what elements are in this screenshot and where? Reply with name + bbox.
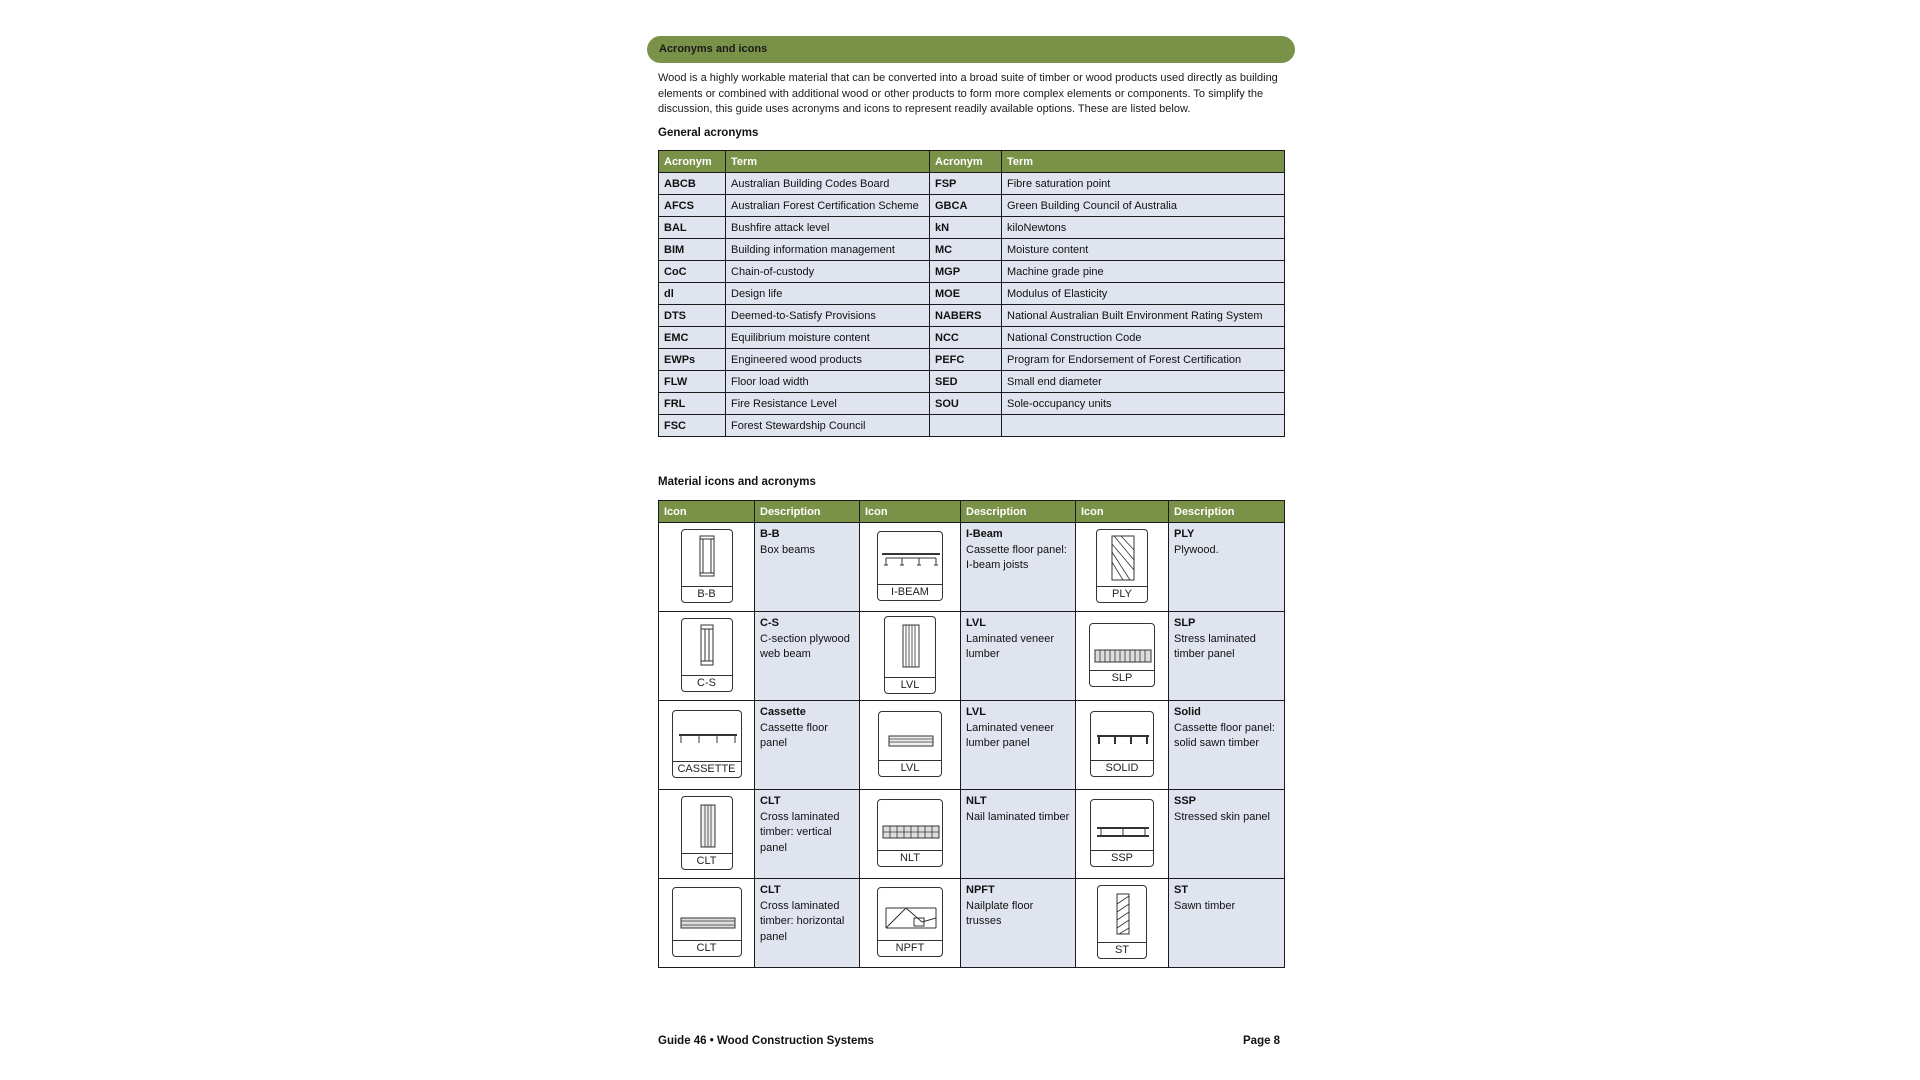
header-description: Description	[1169, 501, 1285, 523]
material-acronym: B-B	[760, 528, 780, 540]
description-cell	[961, 879, 1076, 968]
description-cell	[755, 879, 860, 968]
material-description: Laminated veneer lumber panel	[966, 721, 1055, 749]
term-cell: Green Building Council of Australia	[1002, 195, 1285, 217]
description-cell	[961, 701, 1076, 790]
material-acronym: NLT	[966, 795, 987, 807]
icon-cell	[1076, 523, 1169, 612]
term-cell: Sole-occupancy units	[1002, 393, 1285, 415]
header-acronym: Acronym	[930, 151, 1002, 173]
acronym-cell: SOU	[930, 393, 1002, 415]
clt-horizontal-icon	[672, 887, 742, 957]
material-description: Stressed skin panel	[1174, 810, 1270, 823]
term-cell	[1002, 415, 1285, 437]
icon-cell	[1076, 612, 1169, 701]
icon-cell	[659, 701, 755, 790]
term-cell: Engineered wood products	[726, 349, 930, 371]
footer-page-number: Page 8	[1243, 1035, 1281, 1047]
header-term: Term	[1002, 151, 1285, 173]
acronym-cell: FLW	[659, 371, 726, 393]
acronym-cell: MC	[930, 239, 1002, 261]
icon-cell	[860, 701, 961, 790]
icon-label: I-BEAM	[878, 584, 942, 600]
material-acronym: ST	[1174, 884, 1189, 896]
icon-cell	[1076, 879, 1169, 968]
material-description: Cross laminated timber: horizontal panel	[760, 899, 845, 943]
icon-label: SOLID	[1091, 760, 1153, 776]
acronym-cell: dl	[659, 283, 726, 305]
table-row	[659, 879, 1285, 968]
table-header-row	[659, 501, 1285, 523]
header-description: Description	[755, 501, 860, 523]
material-description: Nailplate floor trusses	[966, 899, 1034, 927]
term-cell: Machine grade pine	[1002, 261, 1285, 283]
material-acronym: I-Beam	[966, 528, 1003, 540]
header-icon: Icon	[659, 501, 755, 523]
icon-cell	[1076, 701, 1169, 790]
acronym-cell: EMC	[659, 327, 726, 349]
description-cell	[1169, 523, 1285, 612]
footer-guide-title: Guide 46 • Wood Construction Systems	[658, 1035, 874, 1047]
term-cell: Floor load width	[726, 371, 930, 393]
lvl-vertical-icon	[884, 616, 936, 694]
material-description: Cassette floor panel: solid sawn timber	[1174, 721, 1275, 749]
acronym-cell: BIM	[659, 239, 726, 261]
icon-cell	[860, 523, 961, 612]
icon-cell	[860, 790, 961, 879]
material-description: Stress laminated timber panel	[1174, 632, 1256, 660]
plywood-icon	[1096, 529, 1148, 603]
table-row	[659, 261, 1285, 283]
header-icon: Icon	[860, 501, 961, 523]
intro-paragraph: Wood is a highly workable material that can be converted into a broad suite of timber or wood products used directly as building elements or combined with additional wood or other products to form more complex elements or components. To simplify the discussion, this guide uses acronyms and icons to represent readily available options. These are listed below.	[658, 72, 1278, 115]
table-row	[659, 393, 1285, 415]
acronym-cell: DTS	[659, 305, 726, 327]
term-cell: Design life	[726, 283, 930, 305]
material-acronym: NPFT	[966, 884, 995, 896]
term-cell: Equilibrium moisture content	[726, 327, 930, 349]
term-cell: kiloNewtons	[1002, 217, 1285, 239]
table-row	[659, 173, 1285, 195]
description-cell	[961, 790, 1076, 879]
description-cell	[755, 701, 860, 790]
acronym-cell: CoC	[659, 261, 726, 283]
material-acronym: SSP	[1174, 795, 1197, 807]
material-description: Laminated veneer lumber	[966, 632, 1055, 660]
icon-label: NLT	[878, 850, 942, 866]
icon-cell	[659, 790, 755, 879]
term-cell: Australian Building Codes Board	[726, 173, 930, 195]
icon-label: LVL	[879, 760, 941, 776]
acronym-cell: NABERS	[930, 305, 1002, 327]
box-beam-icon	[681, 529, 733, 603]
description-cell	[1169, 879, 1285, 968]
acronym-cell: GBCA	[930, 195, 1002, 217]
material-description: Cross laminated timber: vertical panel	[760, 810, 840, 854]
general-acronyms-heading: General acronyms	[658, 127, 759, 139]
material-acronym: Cassette	[760, 706, 806, 718]
term-cell: Forest Stewardship Council	[726, 415, 930, 437]
material-acronym: Solid	[1174, 706, 1201, 718]
material-icons-heading: Material icons and acronyms	[658, 476, 816, 488]
term-cell: Fibre saturation point	[1002, 173, 1285, 195]
icon-label: SSP	[1091, 850, 1153, 866]
term-cell: Moisture content	[1002, 239, 1285, 261]
i-beam-icon	[877, 531, 943, 601]
acronym-cell: NCC	[930, 327, 1002, 349]
table-row	[659, 217, 1285, 239]
material-acronym: LVL	[966, 706, 986, 718]
acronym-cell: kN	[930, 217, 1002, 239]
material-acronym: C-S	[760, 617, 779, 629]
term-cell: Deemed-to-Satisfy Provisions	[726, 305, 930, 327]
term-cell: Chain-of-custody	[726, 261, 930, 283]
term-cell: Program for Endorsement of Forest Certification	[1002, 349, 1285, 371]
term-cell: Building information management	[726, 239, 930, 261]
table-header-row	[659, 151, 1285, 173]
table-row	[659, 349, 1285, 371]
material-acronym: CLT	[760, 795, 781, 807]
header-icon: Icon	[1076, 501, 1169, 523]
acronym-cell: MOE	[930, 283, 1002, 305]
cassette-icon	[672, 710, 742, 778]
description-cell	[1169, 612, 1285, 701]
material-description: Cassette floor panel	[760, 721, 828, 749]
table-row	[659, 239, 1285, 261]
material-description: Sawn timber	[1174, 899, 1236, 912]
table-row	[659, 790, 1285, 879]
acronym-cell: MGP	[930, 261, 1002, 283]
material-description: C-section plywood web beam	[760, 632, 850, 660]
icon-label: PLY	[1097, 586, 1147, 602]
description-cell	[1169, 790, 1285, 879]
icon-cell	[860, 879, 961, 968]
material-acronym: PLY	[1174, 528, 1195, 540]
description-cell	[1169, 701, 1285, 790]
term-cell: Fire Resistance Level	[726, 393, 930, 415]
icon-label: ST	[1098, 942, 1146, 958]
term-cell: National Australian Built Environment Rating System	[1002, 305, 1285, 327]
slp-icon	[1089, 623, 1155, 687]
material-description: Plywood.	[1174, 543, 1219, 556]
table-row	[659, 701, 1285, 790]
acronym-cell: AFCS	[659, 195, 726, 217]
acronym-cell: BAL	[659, 217, 726, 239]
table-row	[659, 523, 1285, 612]
acronym-cell: FRL	[659, 393, 726, 415]
material-acronym: CLT	[760, 884, 781, 896]
table-row	[659, 195, 1285, 217]
material-description: Box beams	[760, 543, 816, 556]
icon-cell	[1076, 790, 1169, 879]
ssp-icon	[1090, 799, 1154, 867]
header-acronym: Acronym	[659, 151, 726, 173]
icon-cell	[659, 879, 755, 968]
table-row	[659, 612, 1285, 701]
general-acronyms-table	[658, 150, 1285, 437]
description-cell	[961, 612, 1076, 701]
term-cell: Modulus of Elasticity	[1002, 283, 1285, 305]
material-acronym: LVL	[966, 617, 986, 629]
material-description: Nail laminated timber	[966, 810, 1070, 823]
acronym-cell: FSP	[930, 173, 1002, 195]
section-banner: Acronyms and icons	[647, 36, 1295, 63]
solid-icon	[1090, 711, 1154, 777]
icon-label: NPFT	[878, 940, 942, 956]
acronym-cell: EWPs	[659, 349, 726, 371]
material-description: Cassette floor panel: I-beam joists	[966, 543, 1067, 571]
acronym-cell: SED	[930, 371, 1002, 393]
icon-label: B-B	[682, 586, 732, 602]
icon-label: CLT	[682, 853, 732, 869]
icon-label: C-S	[682, 675, 732, 691]
table-row	[659, 283, 1285, 305]
term-cell: Bushfire attack level	[726, 217, 930, 239]
icon-label: SLP	[1090, 670, 1154, 686]
description-cell	[961, 523, 1076, 612]
table-row	[659, 327, 1285, 349]
acronym-cell: ABCB	[659, 173, 726, 195]
header-term: Term	[726, 151, 930, 173]
table-row	[659, 371, 1285, 393]
table-row	[659, 305, 1285, 327]
acronym-cell: FSC	[659, 415, 726, 437]
acronym-cell: PEFC	[930, 349, 1002, 371]
icon-cell	[860, 612, 961, 701]
table-row	[659, 415, 1285, 437]
icon-cell	[659, 523, 755, 612]
material-icons-table	[658, 500, 1285, 968]
icon-label: LVL	[885, 677, 935, 693]
c-section-icon	[681, 618, 733, 692]
sawn-timber-icon	[1097, 885, 1147, 959]
icon-label: CLT	[673, 940, 741, 956]
header-description: Description	[961, 501, 1076, 523]
term-cell: Small end diameter	[1002, 371, 1285, 393]
acronym-cell	[930, 415, 1002, 437]
icon-cell	[659, 612, 755, 701]
npft-icon	[877, 887, 943, 957]
term-cell: National Construction Code	[1002, 327, 1285, 349]
description-cell	[755, 612, 860, 701]
nlt-icon	[877, 799, 943, 867]
term-cell: Australian Forest Certification Scheme	[726, 195, 930, 217]
clt-vertical-icon	[681, 796, 733, 870]
lvl-panel-icon	[878, 711, 942, 777]
description-cell	[755, 790, 860, 879]
material-acronym: SLP	[1174, 617, 1196, 629]
icon-label: CASSETTE	[673, 761, 741, 777]
description-cell	[755, 523, 860, 612]
